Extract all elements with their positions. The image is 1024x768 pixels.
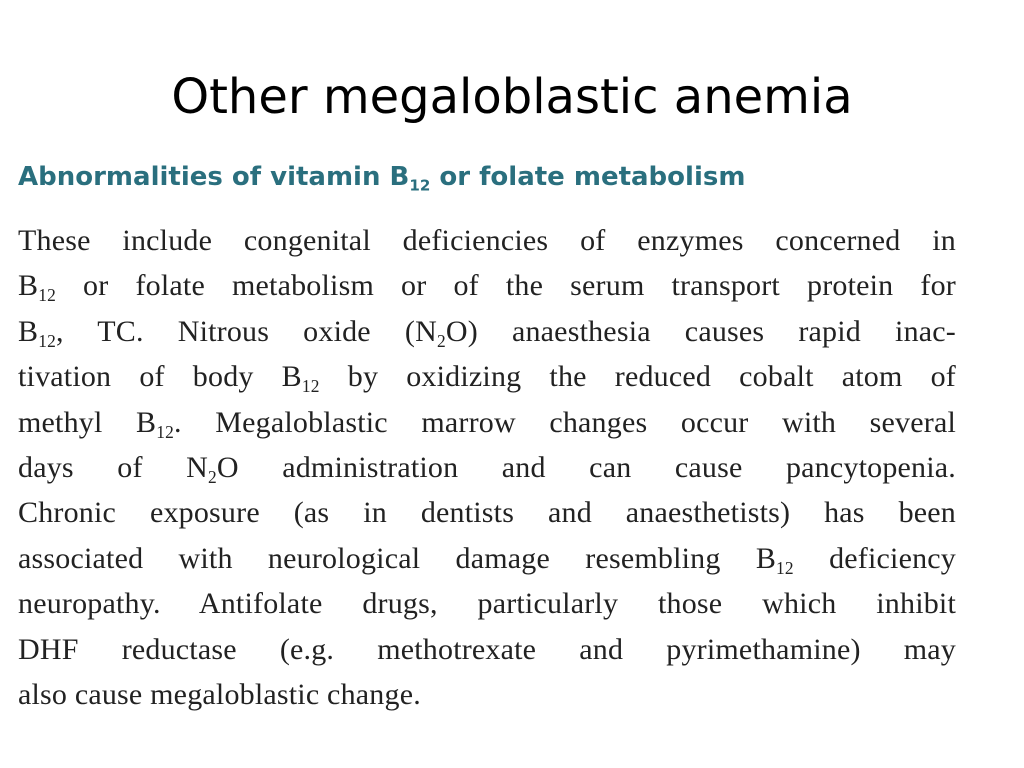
body-line: [18, 309, 956, 354]
body-line: [18, 445, 956, 490]
body-text-run: B: [18, 314, 39, 348]
body-text-run: by oxidizing the reduced cobalt atom of: [319, 360, 956, 394]
body-line: [18, 354, 956, 399]
body-paragraph: [18, 218, 956, 717]
body-text-run: methyl B: [18, 405, 157, 439]
body-line: [18, 218, 956, 263]
section-heading-text-end: or folate metabolism: [430, 162, 746, 192]
body-text-run: deficiency: [793, 541, 957, 575]
body-text-run: neuropathy. Antifolate drugs, particularly those which inhibit: [18, 587, 956, 621]
body-text-run: DHF reductase (e.g. methotrexate and pyrimethamine) may: [18, 632, 956, 666]
body-text-run: days of N: [18, 451, 208, 485]
subscript: 12: [38, 285, 57, 306]
body-line: [18, 672, 956, 717]
body-text-run: tivation of body B: [18, 360, 302, 394]
body-text-run: or folate metabolism or of the serum transport protein for: [56, 269, 956, 303]
body-text-run: O) anaesthesia causes rapid inac-: [445, 314, 957, 348]
body-text-run: These include congenital deficiencies of enzymes concerned in: [18, 224, 956, 257]
body-line: [18, 581, 956, 626]
subscript: 12: [301, 376, 320, 397]
section-heading-subscript: 12: [409, 176, 431, 195]
body-line: [18, 490, 956, 535]
section-heading: [18, 152, 956, 202]
body-text-run: O administration and can cause pancytopenia.: [216, 451, 956, 485]
body-text-run: also cause megaloblastic change.: [18, 678, 421, 712]
section-heading-text: Abnormalities of vitamin B: [18, 162, 410, 192]
body-line: [18, 263, 956, 308]
body-text-run: . Megaloblastic marrow changes occur with several: [174, 405, 956, 439]
body-text-run: B: [18, 269, 39, 303]
textbook-excerpt: [18, 152, 956, 717]
body-line: [18, 400, 956, 445]
body-text-run: associated with neurological damage resembling B: [18, 541, 777, 575]
subscript: 2: [207, 467, 217, 488]
subscript: 12: [776, 557, 794, 578]
body-text-run: , TC. Nitrous oxide (N: [56, 314, 437, 348]
body-line: [18, 627, 956, 672]
subscript: 12: [156, 421, 175, 442]
body-text-run: Chronic exposure (as in dentists and anaesthetists) has been: [18, 496, 956, 530]
body-line: [18, 536, 956, 581]
slide-title: Other megaloblastic anemia: [171, 69, 853, 125]
subscript: 12: [38, 330, 57, 351]
subscript: 2: [436, 330, 446, 351]
